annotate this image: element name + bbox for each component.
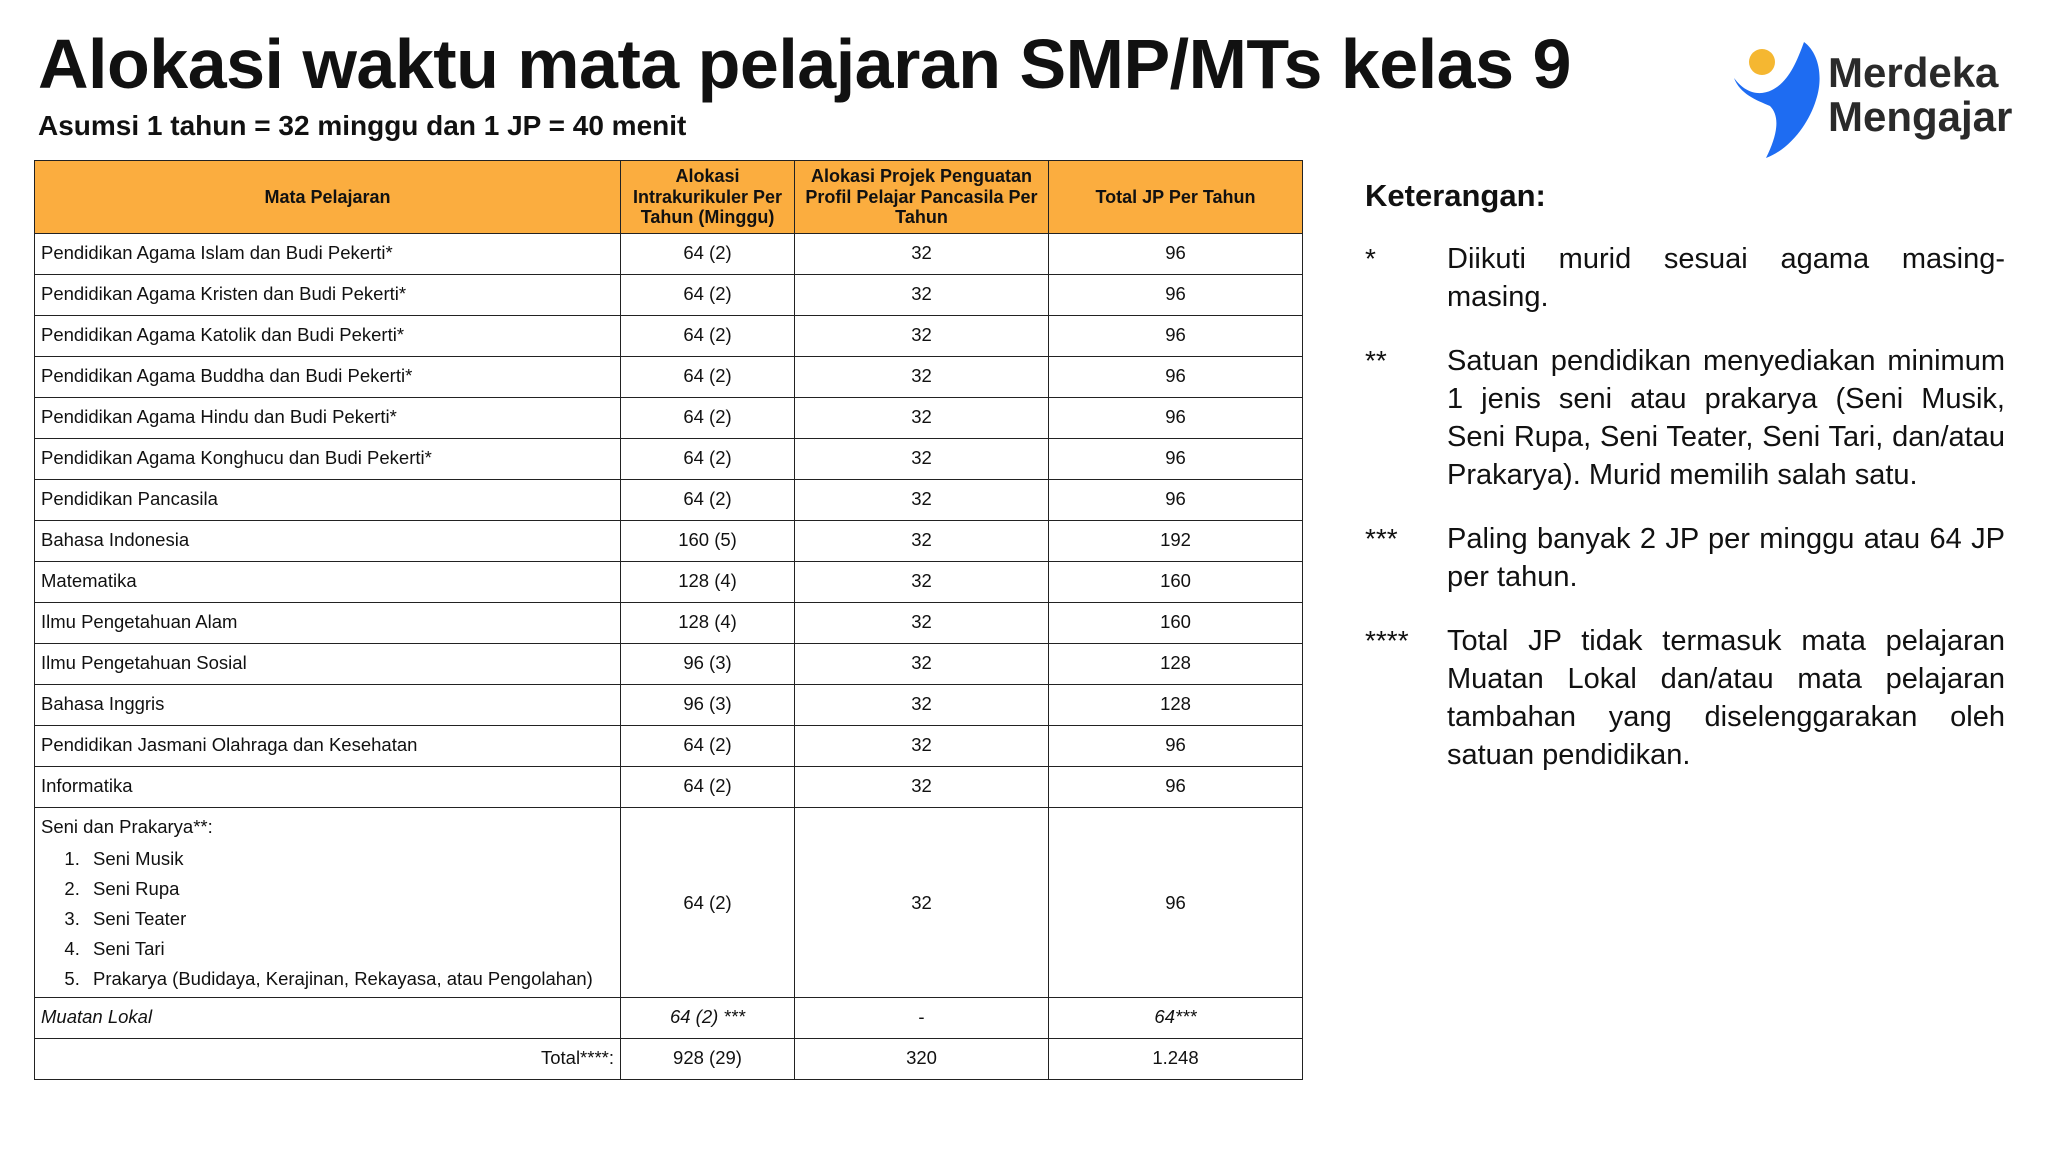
total-jp-cell: 96	[1049, 480, 1303, 521]
note-item	[1365, 622, 2005, 774]
arts-item: 4. Seni Tari	[85, 934, 614, 964]
projek-cell: 32	[795, 603, 1049, 644]
subject-cell: Informatika	[35, 767, 621, 808]
projek-cell: 32	[795, 726, 1049, 767]
page-title: Alokasi waktu mata pelajaran SMP/MTs kelas 9	[38, 25, 1571, 103]
note-item	[1365, 342, 2005, 494]
note-text: Total JP tidak termasuk mata pelajaran Muatan Lokal dan/atau mata pelajaran tambahan yang diselenggarakan oleh satuan pendidikan.	[1447, 625, 2005, 771]
subject-cell: Pendidikan Pancasila	[35, 480, 621, 521]
intra-cell: 96 (3)	[621, 685, 795, 726]
projek-cell: 32	[795, 521, 1049, 562]
total-jp-cell: 96	[1049, 357, 1303, 398]
table-row	[35, 480, 1303, 521]
merdeka-figure-icon	[1726, 34, 1826, 164]
projek-cell: 32	[795, 357, 1049, 398]
total-jp-cell: 96	[1049, 275, 1303, 316]
total-jp: 1.248	[1049, 1039, 1303, 1080]
subject-cell: Matematika	[35, 562, 621, 603]
subject-cell: Ilmu Pengetahuan Alam	[35, 603, 621, 644]
subject-cell: Pendidikan Agama Hindu dan Budi Pekerti*	[35, 398, 621, 439]
projek-cell: 32	[795, 439, 1049, 480]
note-item	[1365, 520, 2005, 596]
subject-cell: Pendidikan Jasmani Olahraga dan Kesehatan	[35, 726, 621, 767]
subject-cell: Pendidikan Agama Buddha dan Budi Pekerti*	[35, 357, 621, 398]
table-row	[35, 562, 1303, 603]
intra-cell: 128 (4)	[621, 562, 795, 603]
note-text: Satuan pendidikan menyediakan minimum 1 jenis seni atau prakarya (Seni Musik, Seni Rupa, Seni Teater, Seni Tari, dan/atau Prakarya). Murid memilih salah satu.	[1447, 345, 2005, 491]
arts-intra-cell: 64 (2)	[621, 808, 795, 998]
total-label: Total****:	[35, 1039, 621, 1080]
total-jp-cell: 96	[1049, 439, 1303, 480]
note-mark: ****	[1365, 625, 1409, 656]
header-projek: Alokasi Projek Penguatan Profil Pelajar Pancasila Per Tahun	[795, 161, 1049, 234]
subject-cell: Pendidikan Agama Katolik dan Budi Pekerti*	[35, 316, 621, 357]
subject-cell: Bahasa Indonesia	[35, 521, 621, 562]
table-row	[35, 767, 1303, 808]
intra-cell: 96 (3)	[621, 644, 795, 685]
projek-cell: 32	[795, 644, 1049, 685]
notes-panel	[1365, 178, 2005, 800]
note-mark: **	[1365, 345, 1387, 376]
table-row	[35, 685, 1303, 726]
arts-projek-cell: 32	[795, 808, 1049, 998]
muatan-lokal-intra: 64 (2) ***	[621, 998, 795, 1039]
arts-item: 3. Seni Teater	[85, 904, 614, 934]
table-body	[35, 234, 1303, 1080]
total-jp-cell: 96	[1049, 767, 1303, 808]
intra-cell: 64 (2)	[621, 275, 795, 316]
table-row	[35, 644, 1303, 685]
arts-list	[41, 844, 614, 994]
projek-cell: 32	[795, 480, 1049, 521]
total-jp-cell: 96	[1049, 316, 1303, 357]
projek-cell: 32	[795, 234, 1049, 275]
total-jp-cell: 192	[1049, 521, 1303, 562]
notes-heading: Keterangan:	[1365, 178, 1546, 213]
table-row	[35, 439, 1303, 480]
subject-cell: Pendidikan Agama Konghucu dan Budi Pekerti*	[35, 439, 621, 480]
logo-line-1: Merdeka	[1828, 49, 1999, 96]
arts-item: 5. Prakarya (Budidaya, Kerajinan, Rekayasa, atau Pengolahan)	[85, 964, 614, 994]
notes-list	[1365, 240, 2005, 774]
note-mark: ***	[1365, 523, 1398, 554]
table-row-total	[35, 1039, 1303, 1080]
intra-cell: 160 (5)	[621, 521, 795, 562]
page-subtitle: Asumsi 1 tahun = 32 minggu dan 1 JP = 40 menit	[38, 110, 687, 141]
allocation-table	[34, 160, 1303, 1080]
intra-cell: 128 (4)	[621, 603, 795, 644]
projek-cell: 32	[795, 562, 1049, 603]
table-row-muatan-lokal	[35, 998, 1303, 1039]
intra-cell: 64 (2)	[621, 357, 795, 398]
note-text: Diikuti murid sesuai agama masing-masing.	[1447, 243, 2005, 313]
projek-cell: 32	[795, 685, 1049, 726]
total-jp-cell: 96	[1049, 398, 1303, 439]
subject-cell: Ilmu Pengetahuan Sosial	[35, 644, 621, 685]
table-row-seni-prakarya	[35, 808, 1303, 998]
muatan-lokal-projek: -	[795, 998, 1049, 1039]
subject-cell: Pendidikan Agama Kristen dan Budi Pekerti*	[35, 275, 621, 316]
intra-cell: 64 (2)	[621, 726, 795, 767]
header-subject: Mata Pelajaran	[35, 161, 621, 234]
table-row	[35, 726, 1303, 767]
muatan-lokal-subject: Muatan Lokal	[35, 998, 621, 1039]
table-row	[35, 521, 1303, 562]
note-item	[1365, 240, 2005, 316]
subject-cell: Bahasa Inggris	[35, 685, 621, 726]
table-row	[35, 316, 1303, 357]
total-jp-cell: 128	[1049, 644, 1303, 685]
total-jp-cell: 128	[1049, 685, 1303, 726]
total-intra: 928 (29)	[621, 1039, 795, 1080]
header-intrakurikuler: Alokasi Intrakurikuler Per Tahun (Minggu)	[621, 161, 795, 234]
intra-cell: 64 (2)	[621, 316, 795, 357]
arts-title: Seni dan Prakarya**:	[41, 816, 213, 837]
arts-item: 2. Seni Rupa	[85, 874, 614, 904]
intra-cell: 64 (2)	[621, 234, 795, 275]
table-row	[35, 275, 1303, 316]
total-jp-cell: 96	[1049, 234, 1303, 275]
projek-cell: 32	[795, 767, 1049, 808]
projek-cell: 32	[795, 316, 1049, 357]
note-text: Paling banyak 2 JP per minggu atau 64 JP per tahun.	[1447, 523, 2005, 593]
arts-subject-cell	[35, 808, 621, 998]
table-row	[35, 603, 1303, 644]
merdeka-mengajar-logo	[1726, 34, 2036, 164]
logo-line-2: Mengajar	[1828, 93, 2013, 140]
total-jp-cell: 96	[1049, 726, 1303, 767]
projek-cell: 32	[795, 275, 1049, 316]
total-projek: 320	[795, 1039, 1049, 1080]
intra-cell: 64 (2)	[621, 398, 795, 439]
arts-total-cell: 96	[1049, 808, 1303, 998]
table-row	[35, 357, 1303, 398]
header-total-jp: Total JP Per Tahun	[1049, 161, 1303, 234]
note-mark: *	[1365, 243, 1376, 274]
projek-cell: 32	[795, 398, 1049, 439]
arts-item: 1. Seni Musik	[85, 844, 614, 874]
total-jp-cell: 160	[1049, 562, 1303, 603]
table-row	[35, 398, 1303, 439]
table-row	[35, 234, 1303, 275]
subject-cell: Pendidikan Agama Islam dan Budi Pekerti*	[35, 234, 621, 275]
logo-wordmark	[1828, 49, 2013, 140]
intra-cell: 64 (2)	[621, 767, 795, 808]
total-jp-cell: 160	[1049, 603, 1303, 644]
intra-cell: 64 (2)	[621, 480, 795, 521]
intra-cell: 64 (2)	[621, 439, 795, 480]
muatan-lokal-total: 64***	[1049, 998, 1303, 1039]
table-header-row	[35, 161, 1303, 234]
